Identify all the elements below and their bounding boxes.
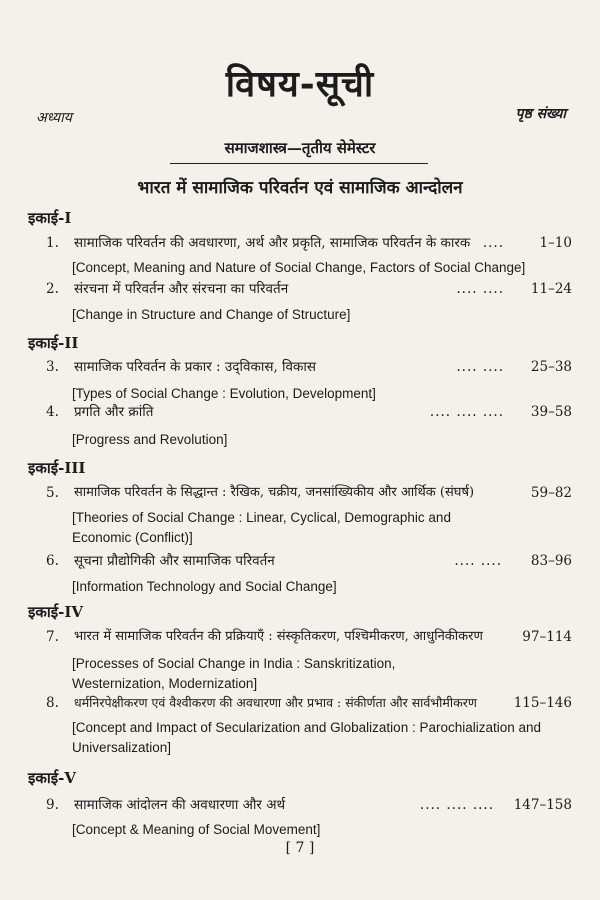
chapter-title-hindi: सामाजिक परिवर्तन के सिद्धान्त : रैखिक, चक्रीय, जनसांख्यिकीय और आर्थिक (संघर्ष) (74, 485, 475, 500)
chapter-number: 7. (46, 629, 59, 645)
chapter-column-label: अध्याय (36, 110, 72, 126)
chapter-title-english: [Concept, Meaning and Nature of Social Change, Factors of Social Change] (72, 260, 526, 275)
chapter-number: 6. (46, 553, 59, 569)
chapter-title-english: [Progress and Revolution] (72, 432, 228, 447)
leader-dots: .... .... (456, 359, 504, 375)
chapter-number: 8. (46, 695, 59, 711)
subject-heading: समाजशास्त्र—तृतीय सेमेस्टर (224, 139, 376, 157)
chapter-title-english: [Types of Social Change : Evolution, Development] (72, 386, 376, 401)
chapter-number: 5. (46, 485, 59, 501)
page-number: [ 7 ] (285, 840, 315, 856)
chapter-title-hindi: सामाजिक परिवर्तन की अवधारणा, अर्थ और प्रकृति, सामाजिक परिवर्तन के कारक (74, 235, 471, 251)
leader-dots: .... .... .... (419, 797, 494, 813)
chapter-title-english: [Change in Structure and Change of Structure] (72, 307, 351, 322)
chapter-pages: 83–96 (530, 553, 572, 569)
chapter-title-english: [Processes of Social Change in India : Sanskritization, Westernization, Modernization] (72, 656, 396, 691)
page-number-column-label: पृष्ठ संख्या (515, 106, 566, 122)
chapter-number: 2. (46, 281, 59, 297)
chapter-title-hindi: सामाजिक परिवर्तन के प्रकार : उद्‌विकास, विकास (74, 359, 317, 375)
chapter-title-hindi: संरचना में परिवर्तन और संरचना का परिवर्तन (74, 281, 289, 297)
unit-heading: इकाई-II (28, 334, 79, 352)
unit-heading: इकाई-V (28, 769, 76, 787)
chapter-pages: 1–10 (539, 235, 572, 251)
chapter-number: 1. (46, 235, 59, 251)
chapter-pages: 59–82 (530, 485, 572, 501)
leader-dots: .... .... .... (429, 404, 504, 420)
page-title: विषय-सूची (225, 63, 375, 105)
chapter-number: 9. (46, 797, 59, 813)
chapter-pages: 25–38 (530, 359, 572, 375)
unit-heading: इकाई-III (28, 459, 86, 477)
chapter-title-hindi: प्रगति और क्रांति (74, 404, 154, 420)
chapter-title-hindi: भारत में सामाजिक परिवर्तन की प्रक्रियाएँ : संस्कृतिकरण, पश्चिमीकरण, आधुनिकीकरण (74, 629, 483, 644)
chapter-title-hindi: सूचना प्रौद्योगिकी और सामाजिक परिवर्तन (74, 553, 275, 569)
unit-heading: इकाई-IV (28, 603, 84, 621)
chapter-pages: 147–158 (513, 797, 572, 813)
chapter-title-english: [Information Technology and Social Change] (72, 579, 337, 594)
leader-dots: .... .... (456, 281, 504, 297)
chapter-title-english: [Concept and Impact of Secularization and Globalization : Parochialization and Universalization] (72, 720, 542, 755)
chapter-title-english: [Theories of Social Change : Linear, Cyclical, Demographic and Economic (Conflict)] (72, 510, 451, 545)
chapter-pages: 11–24 (530, 281, 572, 297)
subject-underline (170, 163, 428, 164)
chapter-pages: 115–146 (513, 695, 572, 711)
chapter-title-hindi: सामाजिक आंदोलन की अवधारणा और अर्थ (74, 797, 286, 813)
chapter-number: 3. (46, 359, 59, 375)
leader-dots: .... (482, 235, 504, 251)
chapter-number: 4. (46, 404, 59, 420)
unit-heading: इकाई-I (28, 209, 72, 227)
chapter-title-hindi: धर्मनिरपेक्षीकरण एवं वैश्वीकरण की अवधारणा और प्रभाव : संकीर्णता और सार्वभौमीकरण (74, 695, 477, 710)
chapter-pages: 97–114 (522, 629, 572, 645)
chapter-title-english: [Concept & Meaning of Social Movement] (72, 822, 321, 837)
course-heading: भारत में सामाजिक परिवर्तन एवं सामाजिक आन्दोलन (137, 178, 463, 198)
leader-dots: .... .... (454, 553, 502, 569)
chapter-pages: 39–58 (530, 404, 572, 420)
